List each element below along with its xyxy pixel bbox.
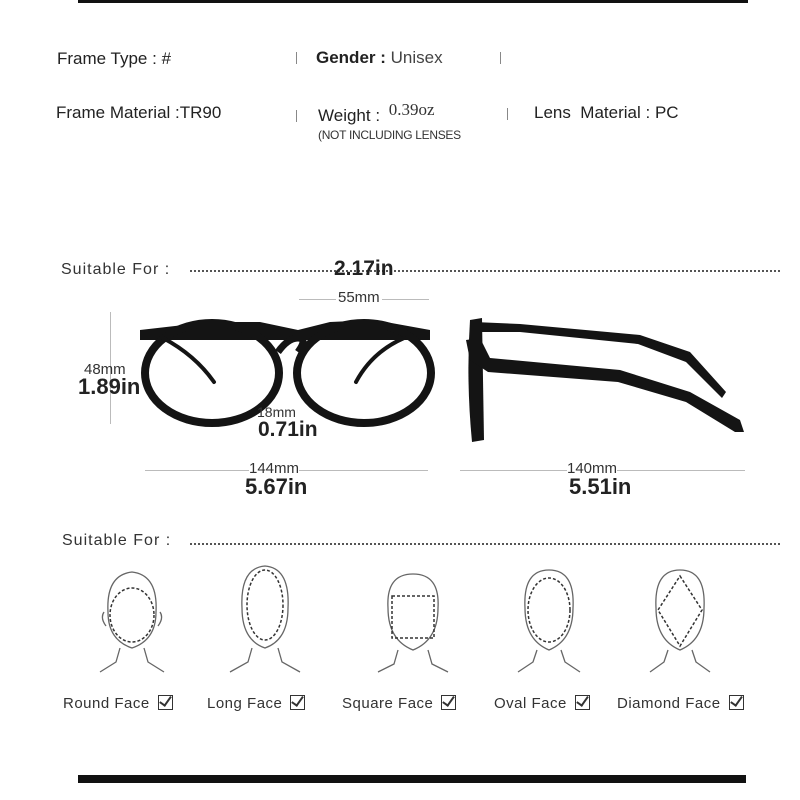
face-option-round	[63, 695, 173, 712]
face-label-long: Long Face	[207, 695, 283, 712]
face-label-round: Round Face	[63, 695, 150, 712]
face-label-square: Square Face	[342, 695, 434, 712]
frame-type-label: Frame Type :	[57, 49, 157, 68]
gender-label: Gender :	[316, 48, 386, 67]
bridge-in: 0.71in	[258, 418, 318, 441]
bottom-divider	[78, 775, 746, 783]
lens-material-value: PC	[654, 103, 679, 122]
oval-face-icon	[518, 570, 580, 672]
checkbox-checked-icon	[290, 695, 305, 710]
checkbox-checked-icon	[158, 695, 173, 710]
lens-width-in: 2.17in	[334, 257, 394, 280]
diamond-face-icon	[650, 570, 710, 672]
long-face-icon	[230, 566, 300, 672]
face-label-oval: Oval Face	[494, 695, 567, 712]
section-label-dimensions: Suitable For :	[61, 261, 176, 279]
checkbox-checked-icon	[441, 695, 456, 710]
weight-note: (NOT INCLUDING LENSES	[318, 128, 461, 142]
lens-height-mm: 48mm	[84, 361, 126, 378]
section-label-faces: Suitable For :	[62, 532, 177, 550]
frame-width-mm: 144mm	[249, 460, 300, 477]
frame-type-value: #	[161, 49, 172, 68]
checkbox-checked-icon	[729, 695, 744, 710]
face-label-diamond: Diamond Face	[617, 695, 721, 712]
face-option-diamond	[617, 695, 744, 712]
temple-length-mm: 140mm	[567, 460, 618, 477]
lens-width-mm: 55mm	[338, 289, 380, 306]
frame-material-value: TR90	[179, 103, 222, 122]
round-face-icon	[100, 572, 164, 672]
frame-material-label: Frame Material :	[56, 103, 180, 122]
face-option-oval	[494, 695, 590, 712]
face-option-long	[207, 695, 305, 712]
gender-value: Unisex	[390, 48, 443, 67]
checkbox-checked-icon	[575, 695, 590, 710]
weight-label: Weight :	[318, 106, 381, 125]
lens-material-label: Lens Material :	[534, 103, 651, 122]
lens-height-in: 1.89in	[78, 374, 141, 399]
face-option-square	[342, 695, 456, 712]
frame-width-in: 5.67in	[245, 474, 308, 499]
square-face-icon	[378, 574, 448, 672]
bridge-mm: 18mm	[257, 404, 296, 420]
temple-length-in: 5.51in	[569, 474, 632, 499]
weight-value: 0.39oz	[388, 100, 435, 119]
